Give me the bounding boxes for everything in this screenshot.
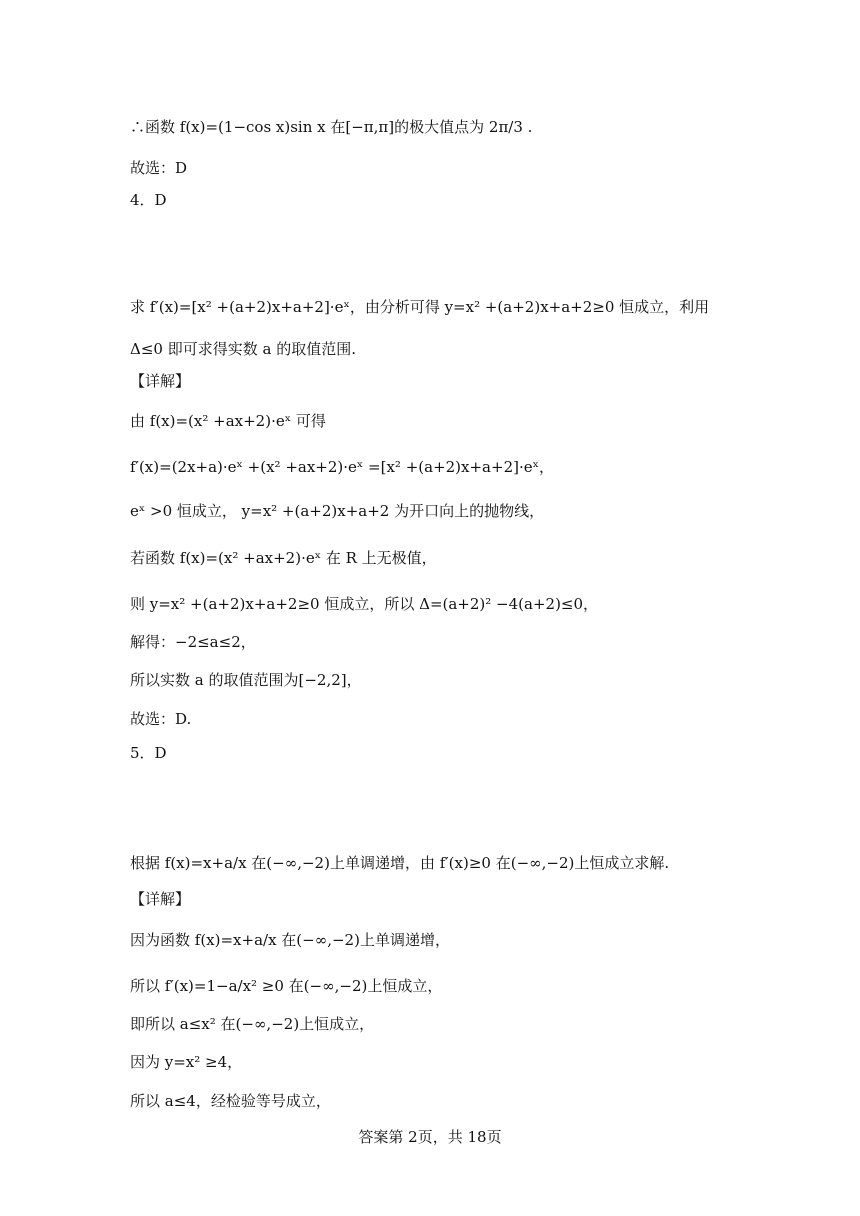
text-line: 根据 f(x)=x+a/x 在(−∞,−2)上单调递增，由 f′(x)≥0 在(−∞,−2)上恒成立求解.	[130, 854, 670, 872]
text-line: 5．D	[130, 744, 167, 762]
page-footer: 答案第 2页，共 18页	[358, 1128, 502, 1146]
section-heading: 【详解】	[130, 372, 191, 390]
text-line: 所以 a≤4，经检验等号成立，	[130, 1092, 331, 1110]
text-line: ∴函数 f(x)=(1−cos x)sin x 在[−π,π]的极大值点为 2π/3 .	[130, 118, 533, 136]
text-line: Δ≤0 即可求得实数 a 的取值范围.	[130, 340, 356, 358]
text-line: 若函数 f(x)=(x² +ax+2)·eˣ 在 R 上无极值，	[130, 549, 437, 567]
text-line: 4．D	[130, 191, 167, 209]
text-line: 因为 y=x² ≥4，	[130, 1053, 243, 1071]
text-line: 由 f(x)=(x² +ax+2)·eˣ 可得	[130, 412, 326, 430]
section-heading: 【详解】	[130, 890, 191, 908]
text-line: 因为函数 f(x)=x+a/x 在(−∞,−2)上单调递增，	[130, 931, 450, 949]
text-line: eˣ >0 恒成立， y=x² +(a+2)x+a+2 为开口向上的抛物线，	[130, 502, 545, 520]
text-line: 故选：D	[130, 159, 188, 177]
text-line: 则 y=x² +(a+2)x+a+2≥0 恒成立，所以 Δ=(a+2)² −4(a+2)≤0，	[130, 595, 599, 613]
text-line: 求 f′(x)=[x² +(a+2)x+a+2]·eˣ，由分析可得 y=x² +(a+2)x+a+2≥0 恒成立，利用	[130, 298, 710, 316]
text-line: 即所以 a≤x² 在(−∞,−2)上恒成立，	[130, 1015, 375, 1033]
text-line: 所以 f′(x)=1−a/x² ≥0 在(−∞,−2)上恒成立，	[130, 977, 443, 995]
text-line: f′(x)=(2x+a)·eˣ +(x² +ax+2)·eˣ =[x² +(a+2)x+a+2]·eˣ，	[130, 458, 554, 476]
text-line: 故选：D.	[130, 710, 192, 728]
text-line: 所以实数 a 的取值范围为[−2,2]，	[130, 671, 362, 689]
text-line: 解得：−2≤a≤2，	[130, 633, 256, 651]
